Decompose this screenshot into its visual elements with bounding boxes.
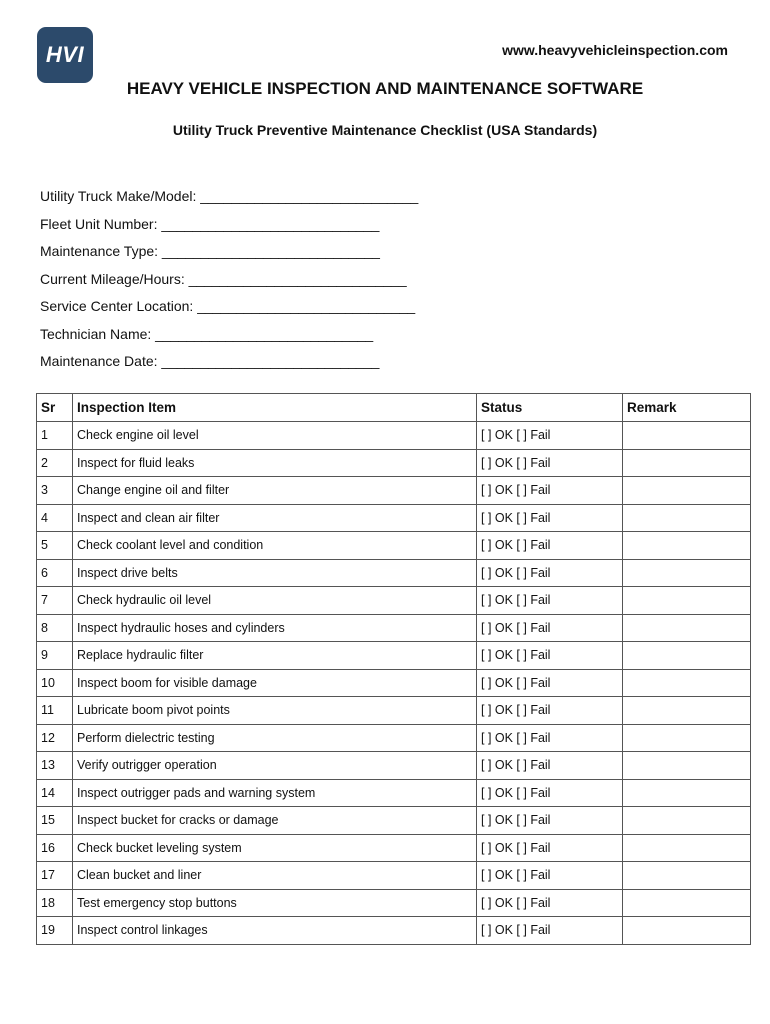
row-remark	[623, 587, 751, 615]
row-remark	[623, 449, 751, 477]
row-sr: 13	[37, 752, 73, 780]
row-inspection-item: Check bucket leveling system	[73, 834, 477, 862]
row-remark	[623, 697, 751, 725]
row-inspection-item: Test emergency stop buttons	[73, 889, 477, 917]
row-remark	[623, 669, 751, 697]
table-row	[37, 697, 751, 725]
table-row	[37, 669, 751, 697]
row-inspection-item: Inspect outrigger pads and warning system	[73, 779, 477, 807]
row-sr: 19	[37, 917, 73, 945]
row-inspection-item: Change engine oil and filter	[73, 477, 477, 505]
row-remark	[623, 807, 751, 835]
row-sr: 18	[37, 889, 73, 917]
row-inspection-item: Lubricate boom pivot points	[73, 697, 477, 725]
table-row	[37, 752, 751, 780]
row-sr: 3	[37, 477, 73, 505]
table-row	[37, 532, 751, 560]
row-status: [ ] OK [ ] Fail	[477, 834, 623, 862]
row-sr: 12	[37, 724, 73, 752]
table-row	[37, 559, 751, 587]
row-sr: 17	[37, 862, 73, 890]
row-status: [ ] OK [ ] Fail	[477, 559, 623, 587]
header-status: Status	[477, 394, 623, 422]
row-remark	[623, 614, 751, 642]
table-row	[37, 587, 751, 615]
row-inspection-item: Inspect and clean air filter	[73, 504, 477, 532]
row-sr: 11	[37, 697, 73, 725]
row-status: [ ] OK [ ] Fail	[477, 614, 623, 642]
row-sr: 5	[37, 532, 73, 560]
row-remark	[623, 752, 751, 780]
row-status: [ ] OK [ ] Fail	[477, 642, 623, 670]
logo-text: HVI	[45, 42, 85, 67]
row-remark	[623, 724, 751, 752]
website-url: www.heavyvehicleinspection.com	[502, 42, 728, 58]
row-status: [ ] OK [ ] Fail	[477, 889, 623, 917]
row-sr: 16	[37, 834, 73, 862]
row-status: [ ] OK [ ] Fail	[477, 779, 623, 807]
row-inspection-item: Inspect hydraulic hoses and cylinders	[73, 614, 477, 642]
table-row	[37, 504, 751, 532]
row-inspection-item: Check hydraulic oil level	[73, 587, 477, 615]
row-inspection-item: Inspect drive belts	[73, 559, 477, 587]
row-inspection-item: Inspect bucket for cracks or damage	[73, 807, 477, 835]
row-inspection-item: Clean bucket and liner	[73, 862, 477, 890]
page-title: HEAVY VEHICLE INSPECTION AND MAINTENANCE SOFTWARE	[126, 79, 644, 98]
table-row	[37, 614, 751, 642]
row-inspection-item: Inspect for fluid leaks	[73, 449, 477, 477]
table-row	[37, 724, 751, 752]
hvi-logo	[37, 27, 93, 83]
table-row	[37, 889, 751, 917]
row-status: [ ] OK [ ] Fail	[477, 422, 623, 450]
header-inspection-item: Inspection Item	[73, 394, 477, 422]
row-status: [ ] OK [ ] Fail	[477, 477, 623, 505]
table-row	[37, 807, 751, 835]
row-sr: 2	[37, 449, 73, 477]
row-sr: 14	[37, 779, 73, 807]
row-inspection-item: Inspect boom for visible damage	[73, 669, 477, 697]
row-inspection-item: Check coolant level and condition	[73, 532, 477, 560]
row-remark	[623, 504, 751, 532]
table-row	[37, 834, 751, 862]
row-status: [ ] OK [ ] Fail	[477, 752, 623, 780]
info-fields	[40, 185, 418, 378]
info-field: Current Mileage/Hours: ____________________________	[40, 270, 407, 287]
row-remark	[623, 889, 751, 917]
row-status: [ ] OK [ ] Fail	[477, 724, 623, 752]
info-field: Service Center Location: ____________________________	[40, 298, 416, 314]
table-row	[37, 862, 751, 890]
info-field: Technician Name: ____________________________	[40, 325, 374, 342]
row-sr: 6	[37, 559, 73, 587]
checklist-table	[36, 393, 751, 945]
header-remark: Remark	[623, 394, 751, 422]
row-status: [ ] OK [ ] Fail	[477, 669, 623, 697]
row-status: [ ] OK [ ] Fail	[477, 917, 623, 945]
row-inspection-item: Perform dielectric testing	[73, 724, 477, 752]
row-status: [ ] OK [ ] Fail	[477, 862, 623, 890]
row-sr: 1	[37, 422, 73, 450]
row-sr: 15	[37, 807, 73, 835]
row-remark	[623, 532, 751, 560]
row-status: [ ] OK [ ] Fail	[477, 697, 623, 725]
table-row	[37, 779, 751, 807]
row-status: [ ] OK [ ] Fail	[477, 587, 623, 615]
row-sr: 7	[37, 587, 73, 615]
row-remark	[623, 917, 751, 945]
row-remark	[623, 642, 751, 670]
row-sr: 9	[37, 642, 73, 670]
info-field: Maintenance Date: ____________________________	[40, 353, 380, 369]
table-header-row	[37, 394, 751, 422]
row-sr: 10	[37, 669, 73, 697]
row-remark	[623, 779, 751, 807]
page-subtitle: Utility Truck Preventive Maintenance Checklist (USA Standards)	[172, 122, 598, 138]
row-remark	[623, 834, 751, 862]
row-inspection-item: Verify outrigger operation	[73, 752, 477, 780]
table-row	[37, 477, 751, 505]
row-status: [ ] OK [ ] Fail	[477, 532, 623, 560]
row-remark	[623, 422, 751, 450]
table-row	[37, 449, 751, 477]
info-field: Fleet Unit Number: ____________________________	[40, 215, 380, 232]
table-row	[37, 422, 751, 450]
row-remark	[623, 559, 751, 587]
table-row	[37, 642, 751, 670]
row-status: [ ] OK [ ] Fail	[477, 807, 623, 835]
row-sr: 8	[37, 614, 73, 642]
row-sr: 4	[37, 504, 73, 532]
row-status: [ ] OK [ ] Fail	[477, 449, 623, 477]
row-remark	[623, 862, 751, 890]
row-status: [ ] OK [ ] Fail	[477, 504, 623, 532]
header-sr: Sr	[37, 394, 73, 422]
row-inspection-item: Inspect control linkages	[73, 917, 477, 945]
info-field: Maintenance Type: ____________________________	[40, 243, 380, 259]
info-field: Utility Truck Make/Model: ____________________________	[40, 188, 419, 204]
row-inspection-item: Replace hydraulic filter	[73, 642, 477, 670]
table-row	[37, 917, 751, 945]
row-remark	[623, 477, 751, 505]
row-inspection-item: Check engine oil level	[73, 422, 477, 450]
